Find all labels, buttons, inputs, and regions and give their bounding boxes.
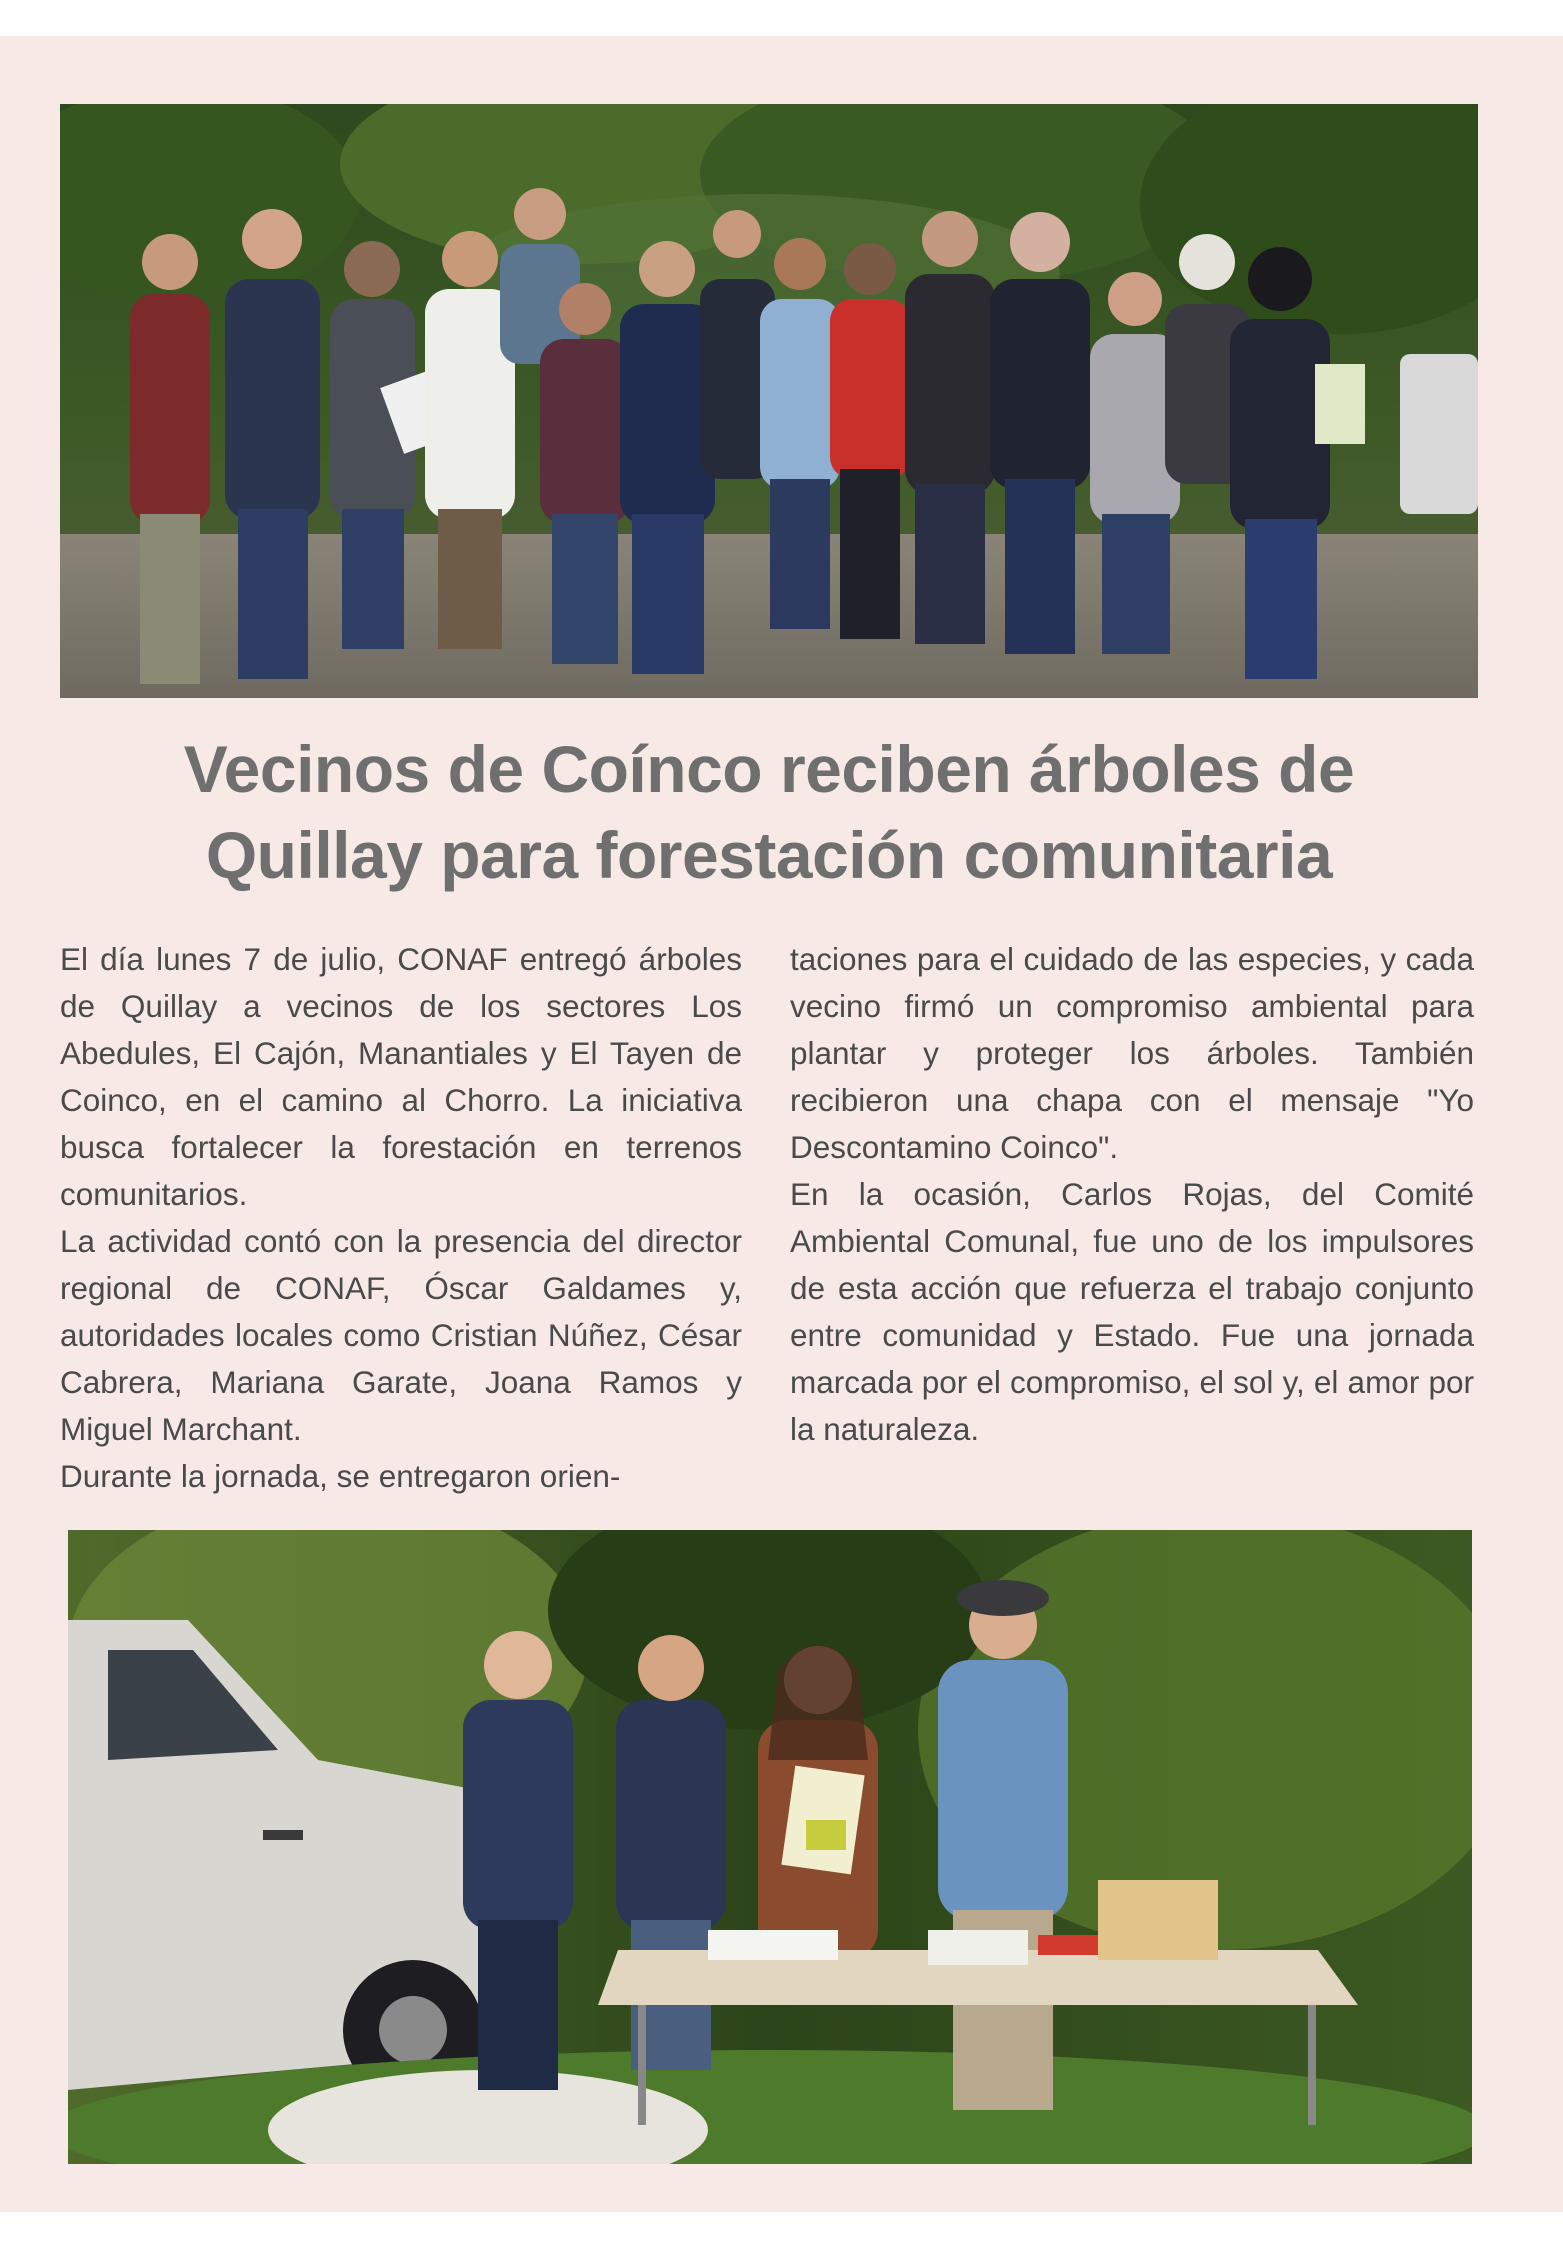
headline-line-1: Vecinos de Coínco reciben árboles de (183, 732, 1355, 806)
paragraph-closing: En la ocasión, Carlos Rojas, del Comité Ambiental Comunal, fue uno de los impulsores de esta acción que refuerza el trabajo conjunto entre comunidad y Estado. Fue una jornada marcada por el compromiso, el sol y, el amor por la naturaleza. (790, 1176, 1474, 1447)
article-column-right (790, 936, 1474, 1453)
paragraph-activity: Durante la jornada, se entregaron orien- (60, 1458, 621, 1494)
paragraph-intro: El día lunes 7 de julio, CONAF entregó árboles de Quillay a vecinos de los sectores Los Abedules, El Cajón, Manantiales y El Tayen de Coinco, en el camino al Chorro. La iniciativa busca fortalecer la forestación en terrenos comunitarios. (60, 941, 742, 1212)
article-column-left (60, 936, 742, 1500)
table-photo (68, 1530, 1472, 2164)
paragraph-attendees: La actividad contó con la presencia del director regional de CONAF, Óscar Galdames y, autoridades locales como Cristian Núñez, César Cabrera, Mariana Garate, Joana Ramos y Miguel Marchant. (60, 1223, 742, 1447)
paragraph-commitment: taciones para el cuidado de las especies, y cada vecino firmó un compromiso ambiental para plantar y proteger los árboles. También recibieron una chapa con el mensaje "Yo Descontamino Coinco". (790, 941, 1474, 1165)
table-photo-illustration (68, 1530, 1472, 2164)
headline-line-2: Quillay para forestación comunitaria (205, 818, 1333, 892)
group-photo (60, 104, 1478, 698)
newspaper-page (0, 36, 1563, 2212)
group-photo-illustration (60, 104, 1478, 698)
headline (60, 726, 1478, 898)
